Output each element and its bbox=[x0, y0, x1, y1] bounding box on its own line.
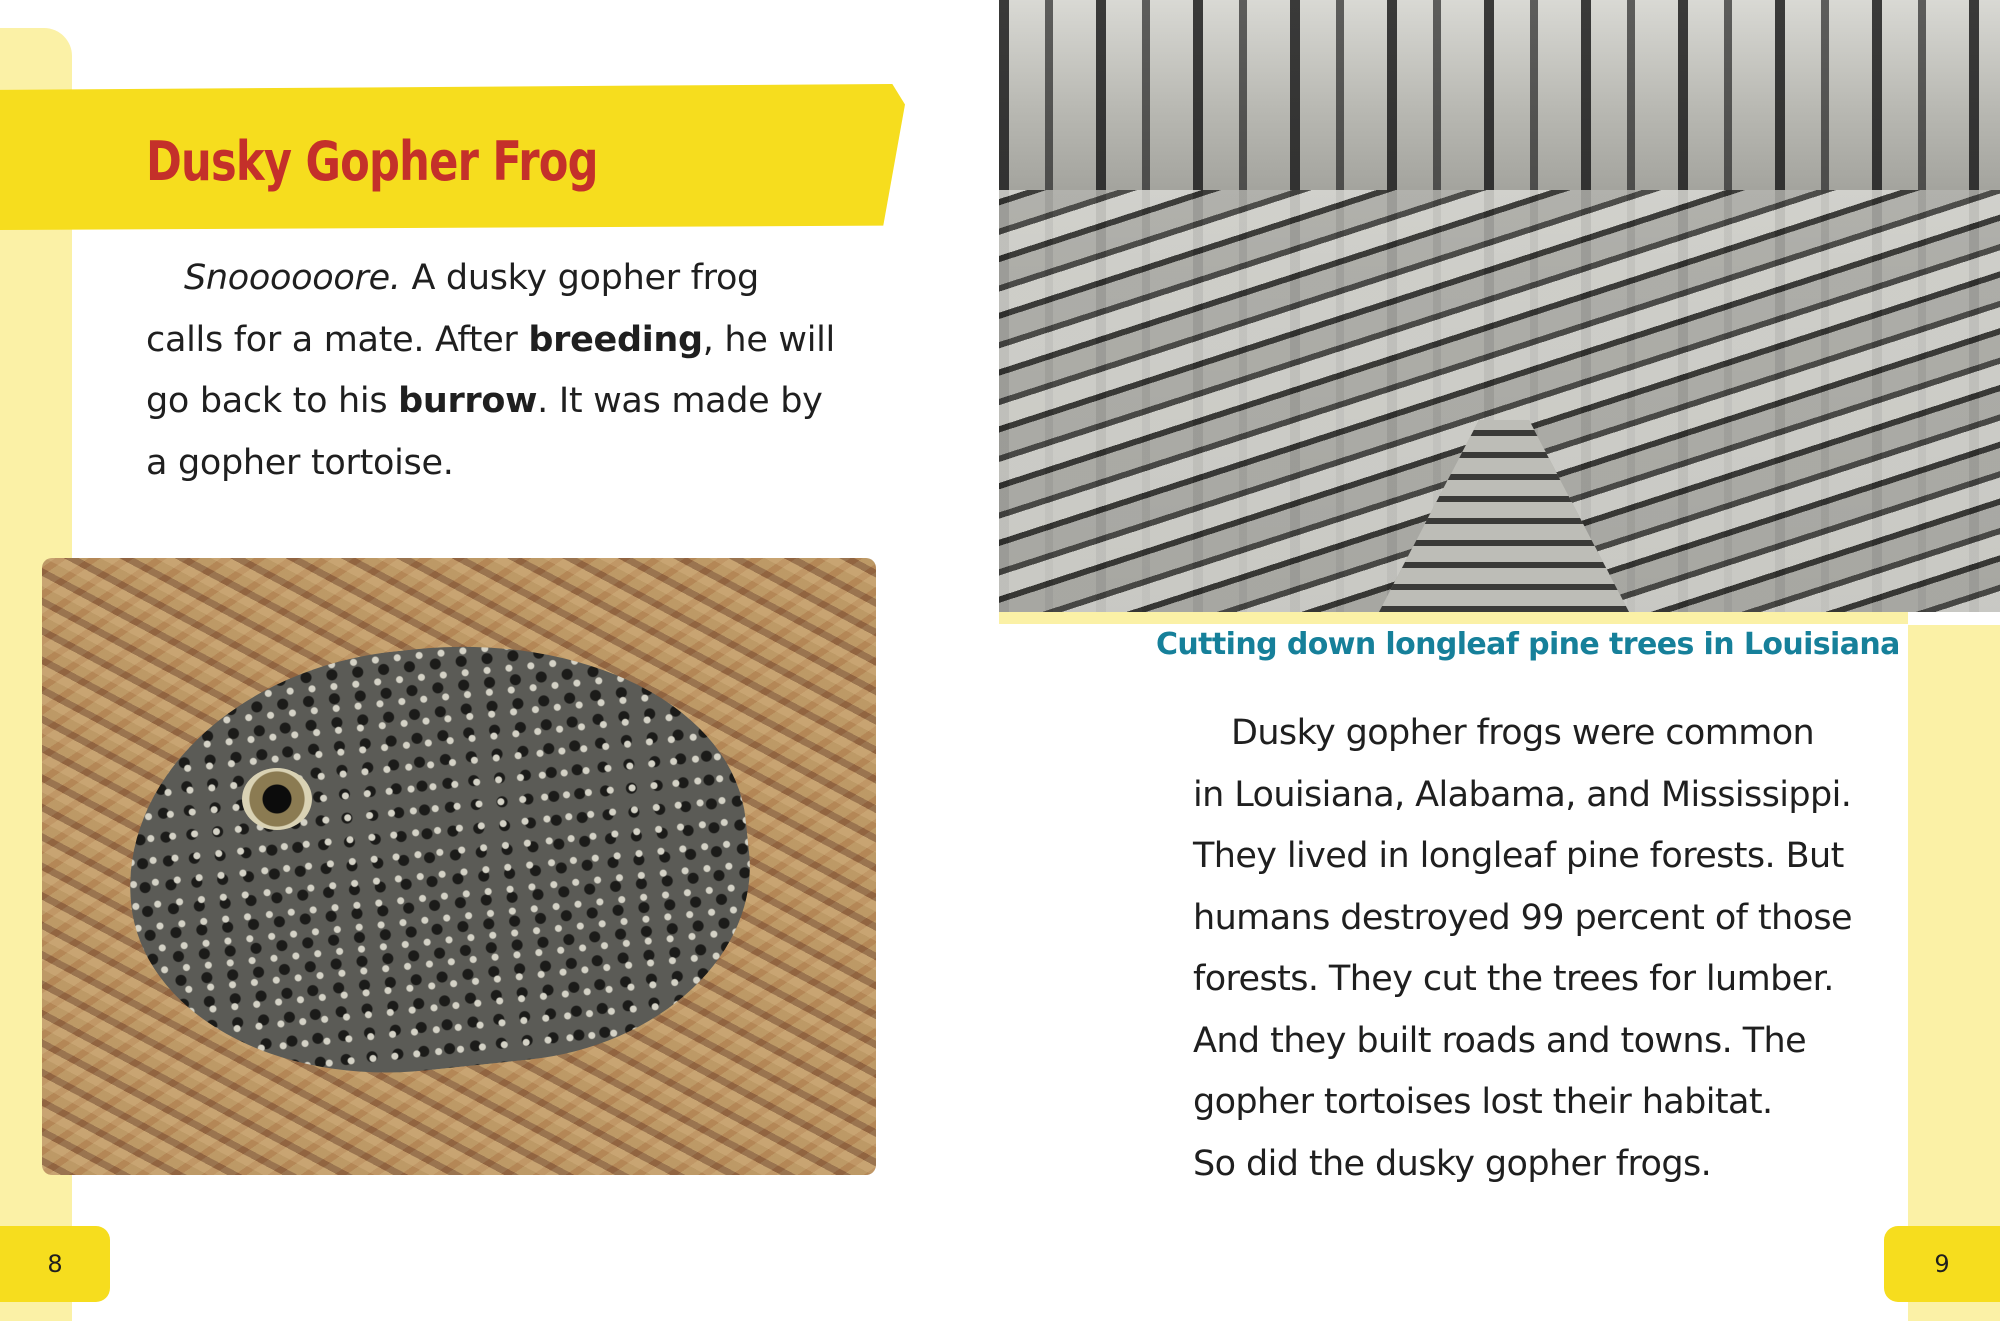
frog-eye-shape bbox=[242, 768, 312, 830]
habitat-line: humans destroyed 99 percent of those bbox=[1193, 897, 1852, 938]
intro-line-0-seg-0: Snoooooore. bbox=[184, 258, 401, 298]
intro-line-2-seg-2: . It was made by bbox=[537, 381, 823, 421]
dusky-gopher-frog-photo bbox=[42, 558, 876, 1175]
frog-body-shape bbox=[108, 617, 769, 1100]
habitat-line: And they built roads and towns. The bbox=[1193, 1020, 1806, 1061]
intro-line-0-seg-1: A dusky gopher frog bbox=[400, 258, 759, 298]
habitat-line: in Louisiana, Alabama, and Mississippi. bbox=[1193, 774, 1852, 815]
glossary-term-burrow: burrow bbox=[398, 381, 538, 421]
page-title: Dusky Gopher Frog bbox=[146, 130, 598, 193]
intro-line bbox=[146, 433, 846, 495]
habitat-line: gopher tortoises lost their habitat. bbox=[1193, 1082, 1773, 1122]
intro-line-1-seg-2: , he will bbox=[702, 319, 835, 360]
page-number-tab-left bbox=[0, 1226, 110, 1302]
habitat-line: forests. They cut the trees for lumber. bbox=[1193, 959, 1834, 999]
intro-line-2-seg-0: go back to his bbox=[146, 381, 399, 421]
intro-line bbox=[146, 310, 846, 372]
right-margin-stripe bbox=[1908, 625, 2000, 1321]
habitat-line bbox=[1193, 703, 1883, 765]
intro-line-1-seg-0: calls for a mate. After bbox=[146, 319, 529, 360]
glossary-term-breeding: breeding bbox=[528, 319, 703, 360]
habitat-line: So did the dusky gopher frogs. bbox=[1193, 1143, 1712, 1184]
habitat-line: They lived in longleaf pine forests. But bbox=[1193, 836, 1844, 876]
photo-caption: Cutting down longleaf pine trees in Louisiana bbox=[1156, 627, 1900, 662]
page-number-right: 9 bbox=[1934, 1250, 1950, 1278]
intro-line-3-seg-0: a gopher tortoise. bbox=[146, 442, 454, 483]
intro-paragraph bbox=[146, 248, 846, 494]
page-number-left: 8 bbox=[47, 1250, 63, 1278]
habitat-line-0: Dusky gopher frogs were common bbox=[1231, 713, 1815, 753]
intro-line bbox=[146, 248, 846, 310]
habitat-paragraph bbox=[1193, 703, 1883, 1195]
photo-caption-bar bbox=[999, 612, 1908, 624]
page-number-tab-right bbox=[1884, 1226, 2000, 1302]
intro-line bbox=[146, 371, 846, 433]
logging-historical-photo bbox=[999, 0, 2000, 612]
